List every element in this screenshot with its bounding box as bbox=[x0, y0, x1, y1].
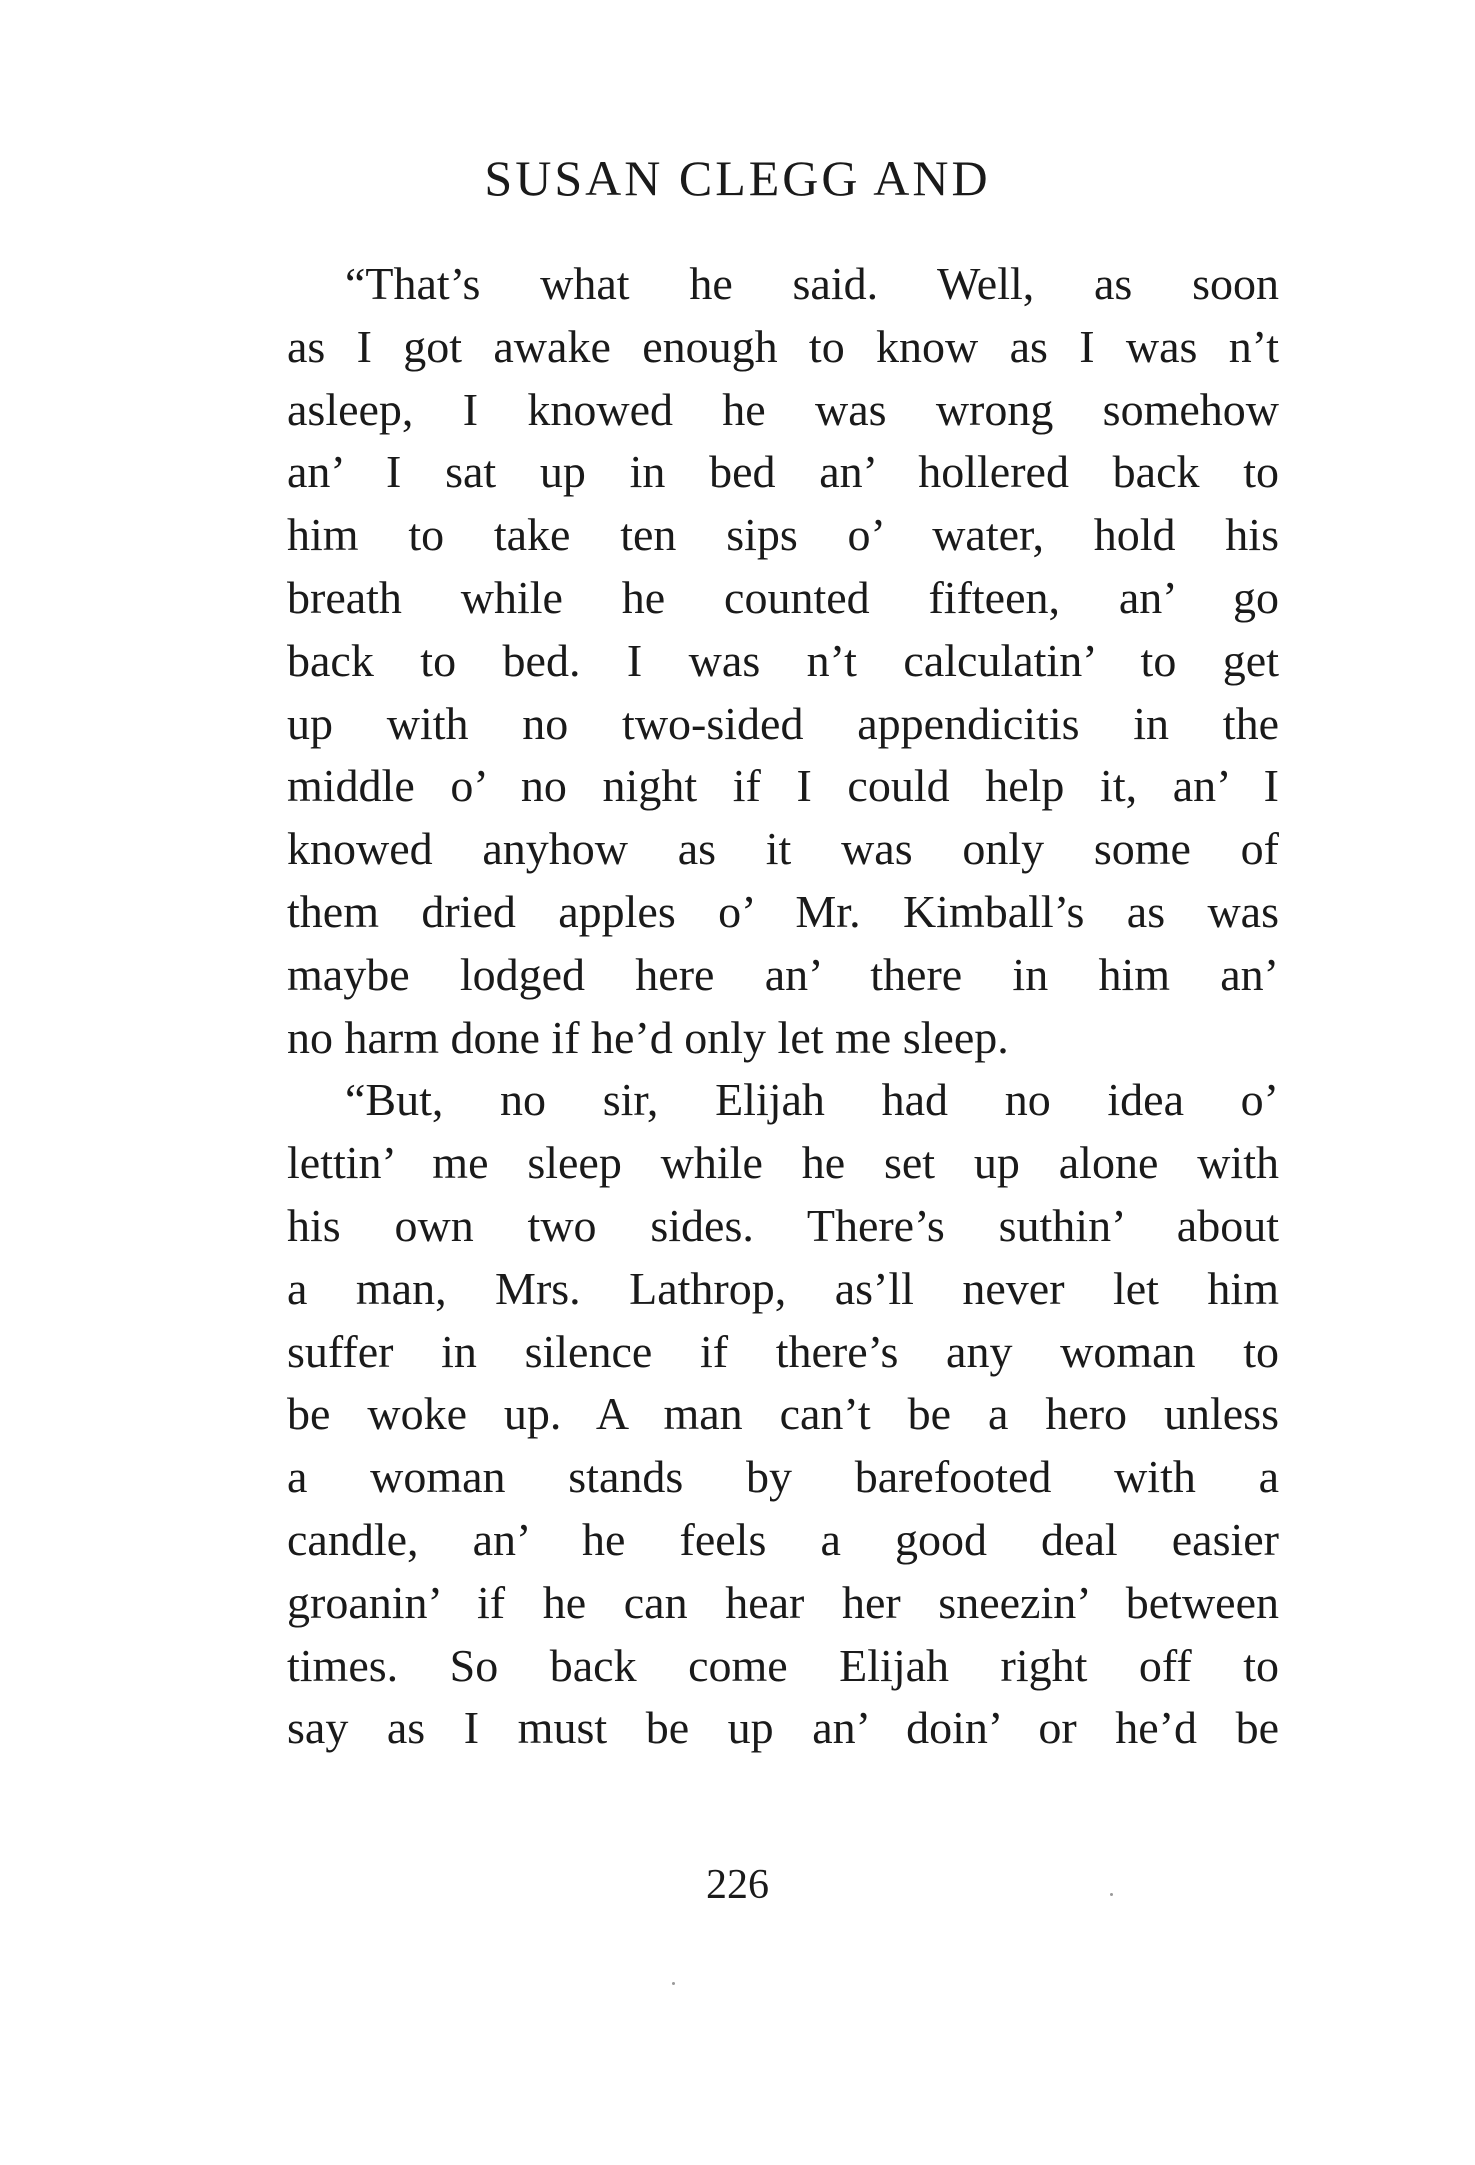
text-line: times. So back come Elijah right off to bbox=[287, 1639, 1279, 1691]
page-number: 226 bbox=[706, 1862, 769, 1908]
text-line: suffer in silence if there’s any woman to bbox=[287, 1325, 1279, 1377]
text-line: a man, Mrs. Lathrop, as’ll never let him bbox=[287, 1262, 1279, 1314]
text-line: asleep, I knowed he was wrong somehow bbox=[287, 383, 1279, 435]
text-line: groanin’ if he can hear her sneezin’ between bbox=[287, 1576, 1279, 1628]
text-line: “But, no sir, Elijah had no idea o’ bbox=[345, 1074, 1279, 1126]
paper-speck bbox=[1110, 1893, 1113, 1896]
text-line: maybe lodged here an’ there in him an’ bbox=[287, 948, 1279, 1000]
running-head: SUSAN CLEGG AND bbox=[484, 150, 991, 206]
text-line: back to bed. I was n’t calculatin’ to get bbox=[287, 634, 1279, 686]
text-line: candle, an’ he feels a good deal easier bbox=[287, 1513, 1279, 1565]
text-line: no harm done if he’d only let me sleep. bbox=[287, 1011, 1009, 1063]
text-line: as I got awake enough to know as I was n’t bbox=[287, 320, 1279, 372]
text-line: him to take ten sips o’ water, hold his bbox=[287, 509, 1279, 561]
text-line: knowed anyhow as it was only some of bbox=[287, 823, 1279, 875]
text-line: breath while he counted fifteen, an’ go bbox=[287, 571, 1279, 623]
text-line: lettin’ me sleep while he set up alone with bbox=[287, 1137, 1279, 1189]
text-line: an’ I sat up in bed an’ hollered back to bbox=[287, 446, 1279, 498]
text-line: up with no two-sided appendicitis in the bbox=[287, 697, 1279, 749]
text-line: be woke up. A man can’t be a hero unless bbox=[287, 1388, 1279, 1440]
body-text bbox=[287, 253, 1279, 1760]
text-line: a woman stands by barefooted with a bbox=[287, 1451, 1279, 1503]
text-line: “That’s what he said. Well, as soon bbox=[345, 258, 1279, 309]
text-line: them dried apples o’ Mr. Kimball’s as was bbox=[287, 885, 1279, 937]
text-line: say as I must be up an’ doin’ or he’d be bbox=[287, 1702, 1279, 1754]
paper-speck bbox=[672, 1982, 675, 1985]
text-line: his own two sides. There’s suthin’ about bbox=[287, 1199, 1279, 1251]
text-line: middle o’ no night if I could help it, an’ I bbox=[287, 760, 1279, 812]
